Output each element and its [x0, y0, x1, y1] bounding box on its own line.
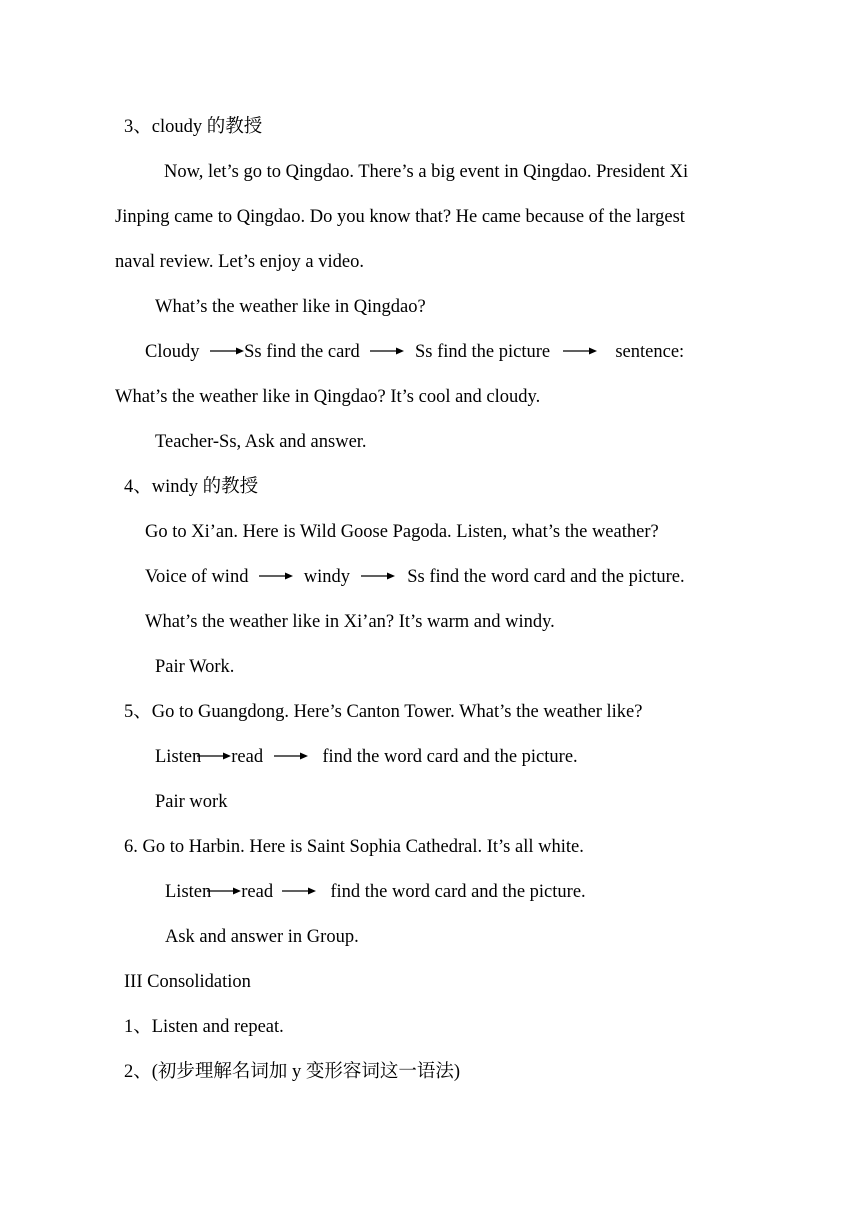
- activity-line: Pair Work.: [155, 657, 235, 677]
- flow-step: Ss find the word card and the picture.: [407, 567, 685, 587]
- activity-line: Pair work: [155, 792, 228, 812]
- right-arrow-icon: [259, 571, 293, 581]
- flow-step: read: [231, 747, 264, 767]
- activity-line: Ask and answer in Group.: [165, 927, 359, 947]
- paragraph-line: Now, let’s go to Qingdao. There’s a big event in Qingdao. President Xi: [164, 162, 689, 182]
- right-arrow-icon: [197, 751, 231, 761]
- activity-line: Teacher-Ss, Ask and answer.: [155, 432, 367, 452]
- flow-step: sentence:: [615, 342, 685, 362]
- section-heading-guangdong: 5、Go to Guangdong. Here’s Canton Tower. What’s the weather like?: [124, 702, 643, 722]
- right-arrow-icon: [370, 346, 404, 356]
- paragraph-line: naval review. Let’s enjoy a video.: [115, 252, 364, 272]
- question-line: What’s the weather like in Qingdao?: [155, 297, 426, 317]
- flow-line-harbin: [165, 880, 586, 904]
- flow-step: find the word card and the picture.: [330, 882, 586, 902]
- flow-step: Listen: [165, 882, 212, 902]
- paragraph-line: Jinping came to Qingdao. Do you know that? He came because of the largest: [115, 207, 685, 227]
- right-arrow-icon: [563, 346, 597, 356]
- section-heading-windy: 4、windy 的教授: [124, 477, 259, 497]
- list-item: 1、Listen and repeat.: [124, 1017, 284, 1037]
- flow-step: Voice of wind: [145, 567, 249, 587]
- flow-step: Listen: [155, 747, 202, 767]
- sentence-line: What’s the weather like in Qingdao? It’s cool and cloudy.: [115, 387, 541, 407]
- flow-step: Cloudy: [145, 342, 200, 362]
- section-heading-cloudy: 3、cloudy 的教授: [124, 117, 263, 137]
- sentence-line: What’s the weather like in Xi’an? It’s warm and windy.: [145, 612, 555, 632]
- right-arrow-icon: [361, 571, 395, 581]
- flow-step: windy: [303, 567, 350, 587]
- flow-line-guangdong: [155, 745, 578, 769]
- section-heading-harbin: 6. Go to Harbin. Here is Saint Sophia Cathedral. It’s all white.: [124, 837, 584, 857]
- right-arrow-icon: [207, 886, 241, 896]
- flow-step: Ss find the picture: [414, 342, 551, 362]
- flow-step: find the word card and the picture.: [322, 747, 578, 767]
- flow-step: read: [241, 882, 274, 902]
- list-item: 2、(初步理解名词加 y 变形容词这一语法): [124, 1062, 461, 1082]
- right-arrow-icon: [274, 751, 308, 761]
- right-arrow-icon: [210, 346, 244, 356]
- flow-line-windy: [145, 565, 685, 589]
- section-heading-consolidation: III Consolidation: [124, 972, 251, 992]
- flow-line-cloudy: [145, 340, 684, 364]
- paragraph-line: Go to Xi’an. Here is Wild Goose Pagoda. Listen, what’s the weather?: [145, 522, 659, 542]
- flow-step: Ss find the card: [244, 342, 360, 362]
- right-arrow-icon: [282, 886, 316, 896]
